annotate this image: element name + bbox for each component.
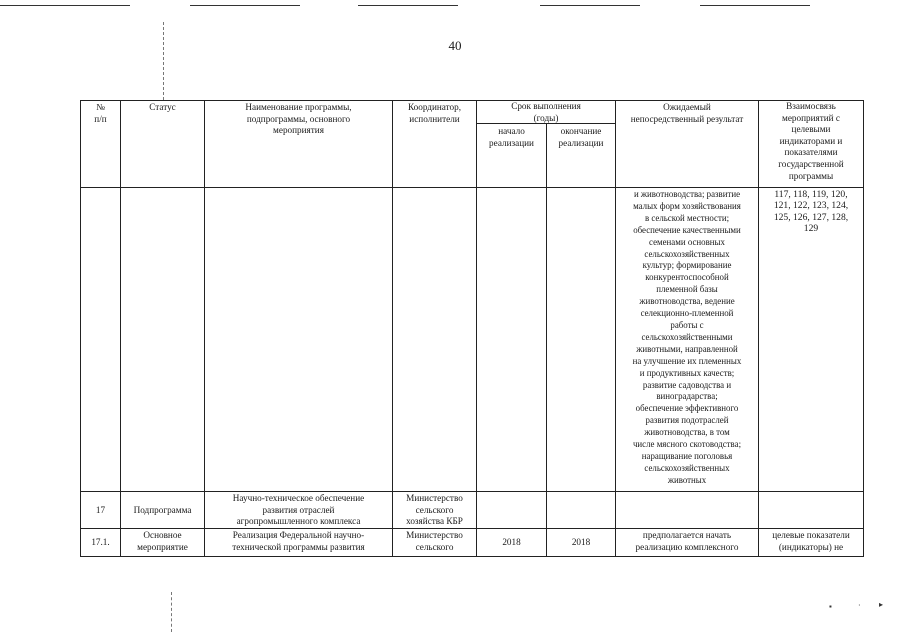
header-name: Наименование программы, подпрограммы, основного мероприятия [245,102,352,136]
row-start: 2018 [502,537,521,547]
header-coordinator: Координатор, исполнители [407,102,462,124]
row-end: 2018 [571,537,591,547]
header-end: окончание реализации [558,126,604,148]
table-border [80,556,864,557]
binding-mark [163,22,164,100]
row-result: предполагается начать реализацию комплексного [635,530,739,552]
row-coordinator: Министерство сельского хозяйства КБР [406,493,463,527]
header-status: Статус [149,102,176,112]
table-border [80,528,864,529]
table-border [392,100,393,557]
header-result: Ожидаемый непосредственный результат [630,102,744,124]
header-period: Срок выполнения (годы) [511,101,581,123]
scan-speck: · [858,601,861,610]
scan-line [190,5,300,6]
row-coordinator: Министерство сельского [406,530,463,552]
row-status: Основное мероприятие [137,530,188,552]
table-border [80,187,864,188]
scan-line [540,5,640,6]
table-border [204,100,205,557]
row-name: Реализация Федеральной научно- технической программы развития [232,530,365,552]
scan-speck: ▪ [829,602,832,611]
table-border [863,100,864,557]
data-table [80,100,864,557]
table-border [80,491,864,492]
row-result: и животноводства; развитие малых форм хозяйствования в сельской местности; обеспечение качественными семенами основных сельскохозяйственных культур; формирование конкурентоспособной племенной базы животноводства, ведение селекционно-племенной работы с сельскохозяйственными животными, направленной на улучшение их племенных и продуктивных качеств; развитие садоводства и виноградарства; обеспечение эффективного развития подотраслей животноводства, в том числе мясного скотоводства; наращивание поголовья сельскохозяйственных животных [632,189,742,485]
binding-mark [171,592,172,632]
table-border [476,100,477,557]
header-start: начало реализации [489,126,534,148]
scan-line [700,5,810,6]
row-num: 17 [95,505,106,515]
table-border [546,123,547,557]
header-link: Взаимосвязь мероприятий с целевыми индикаторами и показателями государственной программы [778,101,844,181]
page-number: 40 [448,38,462,53]
row-link: целевые показатели (индикаторы) не [772,530,850,552]
row-name: Научно-техническое обеспечение развития отраслей агропромышленного комплекса [232,493,365,527]
table-border [120,100,121,557]
row-num: 17.1. [91,537,110,547]
table-border [80,100,864,101]
scan-speck: ▸ [879,600,884,609]
row-link: 117, 118, 119, 120, 121, 122, 123, 124, 125, 126, 127, 128, 129 [773,189,849,235]
header-num: № п/п [94,102,107,124]
scan-line [358,5,458,6]
table-border [80,100,81,557]
scan-line [0,5,130,6]
row-status: Подпрограмма [133,505,192,515]
